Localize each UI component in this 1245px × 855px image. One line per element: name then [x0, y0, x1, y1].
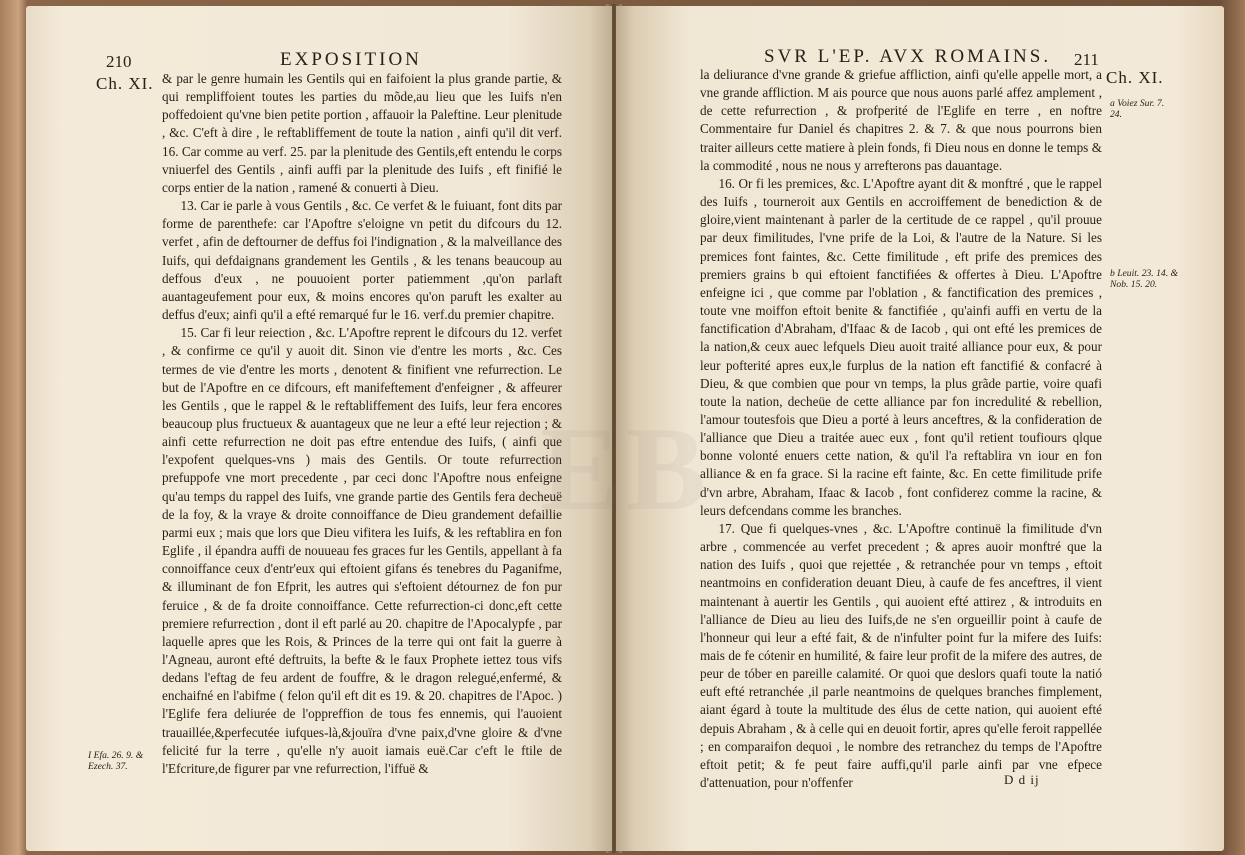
right-paragraph: 16. Or fi les premices, &c. L'Apoftre ayant dit & monftré , que le rappel des Iuifs , tourneroit aux Gentils en accroiffement de benediction & de gloire,vient maintenant à parler de la certitude de ce rappel , qu'il prouue par deux fimilitudes, l'vne prife de la Loi, & l'autre de la Nature. Si les premices font faintes, &c. Cette fimilitude , eft prife des premices des premiers grains b qui eftoient fanctifiées & offertes à Dieu. L'Apoftre enfeigne ici , que comme par l'oblation , & fanctification des premices , toute vne moiffon eftoit benite & fanctifiée , qu'ainfi auffi en vertu de la fanctification d'Abraham, d'Ifaac & de Iacob , qui ont efté les premices de la nation,& ceux auec lefquels Dieu auoit traité alliance pour eux, & pour leur pofterité apres eux,le furplus de la nation eft fanctifié & confacré à Dieu, & que combien que pour vn temps, la plus grãde partie, voire quafi toute la nation, decheüe de cette alliance par fon incredulité & rebellion, l'amour toutesfois que Dieu a porté à leurs anceftres, & la confideration de l'alliance que Dieu a traitée auec eux , font qu'il retient toufiours qlque bonne volonté enuers cette nation, & qu'il l'a reftablira vn iour en fon alliance & en fa grace. Si la racine eft fainte, &c. En cette fimilitude prife d'vn arbre, Abraham, Ifaac & Iacob , font confiderez comme la racine, & leurs defcendans comme les branches.	[700, 175, 1102, 518]
library-stamp-watermark: EB	[540, 402, 713, 535]
left-paragraph: 15. Car fi leur reiection , &c. L'Apoftre reprent le difcours du 12. verfet , & confirme ce qu'il y auoit dit. Sinon vie d'entre les morts , &c. Ces termes de vie d'entre les morts , denotent & finifient vne refurrection. Le but de l'Apoftre en ce difcours, eft manifeftement d'enfeigner , & affeurer les Gentils , que le rappel & le reftabliffement des Iuifs, leur fera encores beaucoup plus fructueux & auantageux que ne leur a efté leur rejection ; & ainfi cette refurrection ne doit pas eftre entendue des Iuifs, ( ainfi que l'expofent quelques-vns ) mais des Gentils. Or toute refurrection prefuppofe vne mort precedente , par ceci donc l'Apoftre nous enfeigne qu'au temps du rappel des Iuifs, vne grande partie des Gentils fera decheuë de la foy, & la vraye & droite connoiffance de Dieu grandement defaillie parmi eux ; mais que lors que Dieu vifitera les Iuifs, & les reftablira en fon Eglife , il épandra auffi de nouueau fes graces fur les Gentils, appellant à fa connoiffance ceux d'entr'eux qui eftoient gifans és tenebres du Paganifme, & illuminant de fon Efprit, les autres qui s'eftoient détournez de fon pur feruice , & de fa droite connoiffance. Cette refurrection-ci donc,eft cette premiere refurrection , dont il eft parlé au 20. chapitre de l'Apocalypfe , par laquelle apres que les Rois, & Princes de la terre qui ont fait la guerre à l'Agneau, auront efté deftruits, la befte & le faux Prophete iettez tous vifs dedans l'eftag de feu ardent de fouffre, & le dragon relegué,enfermé, & enchaifné en l'abifme ( felon qu'il eft dit es 19. & 20. chapitres de l'Apoc. ) l'Eglife fera deliurée de l'oppreffion de tous fes ennemis, qui l'auoient trauaillée,&perfecutée iufques-là,&jouïra d'vne paix,d'vne gloire & d'vne felicité fur la terre , qu'elle n'y auoit iamais euë.Car c'eft le ftile de l'Efcriture,de figurer par vne refurrection, l'iffuë &	[162, 325, 562, 776]
right-paragraph: 17. Que fi quelques-vnes , &c. L'Apoftre continuë la fimilitude d'vn arbre , commencée au verfet precedent ; & apres auoir monftré que la nation des Iuifs , quoi que rejettée , & retranchée pour vn temps , eftoit neantmoins en confideration deuant Dieu, à caufe de fes anceftres, il vient maintenant à auertir les Gentils , qui auoient efté attirez , & introduits en l'alliance de Dieu au lieu des Iuifs,de ne s'en orgueillir point à caufe de l'honneur qui leur a efté fait, & de n'infulter point fur la mifere des Iuifs: mais de fe cótenir en humilité, & faire leur profit de la mifere des autres, de peur de tóber en pareille calamité. Or quoi que deslors quafi toute la natió euft efté retranchée ,il parle neantmoins de quelques branches fimplement, aiant égard à toute la multitude des élus de cette nation, qui auoient efté depuis Abraham , & à celle qui en deuoit fortir, apres qu'elle feroit rappellée ; en comparaifon dequoi , le nombre des retranchez du temps de l'Apoftre eftoit petit; & fe peut faire auffi,qu'il parle ainfi par vne efpece d'attenuation, pour n'offenfer	[700, 520, 1102, 791]
right-page-number: 211	[1074, 50, 1099, 69]
left-margin-note: I Efa. 26. 9. & Ezech. 37.	[88, 750, 144, 772]
right-running-head: SVR L'EP. AVX ROMAINS.	[764, 46, 1052, 67]
left-chapter-marker: Ch. XI.	[96, 74, 154, 93]
left-page	[26, 6, 612, 851]
right-paragraph: la deliurance d'vne grande & griefue affliction, ainfi qu'elle appelle mort, a vne grande affliction. M ais pource que nous auons parlé affez amplement , de cette refurrection , & profperité de l'Eglife en terre , en noftre Commentaire fur Daniel és chapitres 2. & 7. & que nous pourrons bien traiter ailleurs cette matiere à plein fonds, fi Dieu nous en donne le temps & la commodité , nous ne nous y arrefterons pas dauantage.	[700, 67, 1102, 173]
right-margin-note-a: a Voiez Sur. 7. 24.	[1110, 98, 1165, 120]
left-paragraph: 13. Car ie parle à vous Gentils , &c. Ce verfet & le fuiuant, font dits par forme de parenthefe: car l'Apoftre s'eloigne vn petit du difcours du 12. verfet , afin de deftourner de deffus foi l'indignation , & la malveillance des Iuifs, qui defdaignans grandement les Gentils , & les tenans beaucoup au deffous d'eux , ne pouuoient porter patiemment ,qu'on parlaft auantageufement pour eux, & moins encores qu'on paruft les exalter au deffus d'eux; ainfi qu'il a efté remarqué fur le 16. verf.du premier chapitre.	[162, 198, 562, 323]
right-margin-note-b: b Leuit. 23. 14. & Nob. 15. 20.	[1110, 268, 1178, 290]
left-paragraph: & par le genre humain les Gentils qui en faifoient la plus grande partie, & qui rempliffoient toutes les parties du mõde,au lieu que les Iuifs n'en poffedoient qu'vne bien petite portion , affauoir la Paleftine. Leur plenitude , &c. C'eft à dire , le reftabliffement de toute la nation , ainfi qu'il dit verf. 16. Car comme au verf. 25. par la plenitude des Gentils,eft entendu le corps vniuerfel des Gentils , ainfi auffi par la plenitude des Iuifs , eft finifié le corps entier de la nation , ramené & conuerti à Dieu.	[162, 71, 562, 195]
right-chapter-marker: Ch. XI.	[1106, 68, 1164, 87]
right-body-text	[700, 66, 1102, 792]
signature-mark: D d ij	[1004, 772, 1040, 787]
left-body-text	[162, 70, 562, 778]
left-running-head: EXPOSITION	[280, 49, 422, 70]
left-page-number: 210	[106, 52, 132, 71]
